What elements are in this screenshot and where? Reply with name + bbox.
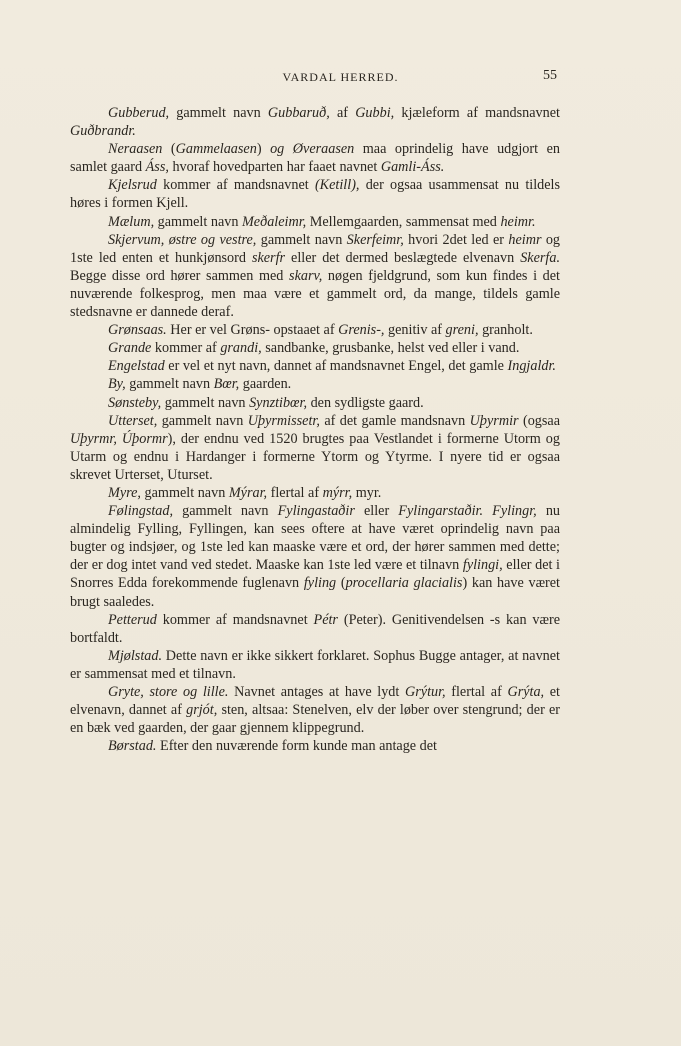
italic-run: Grande <box>108 340 152 357</box>
entry-paragraph <box>70 104 560 140</box>
italic-run: mýrr, <box>322 484 353 501</box>
text-run: gammelt navn <box>125 376 214 393</box>
text-run: sten, altsaa: Stenelven, elv der løber over stengrund; der er en bæk ved gaarden, der gaar gjennem klippegrund. <box>70 702 560 737</box>
italic-run: Grýtur, <box>405 684 446 700</box>
text-run: (ogsaa <box>518 412 560 429</box>
italic-run: og Øveraasen <box>270 141 355 158</box>
italic-run: Kjelsrud <box>108 177 157 194</box>
entry-paragraph <box>70 357 560 375</box>
italic-run: Skerfa. <box>520 249 560 266</box>
entry-paragraph <box>70 484 560 502</box>
italic-run: Mælum, <box>108 213 155 230</box>
italic-run: Mjølstad. <box>108 647 162 664</box>
text-run: eller det dermed beslægtede elvenavn <box>285 249 521 266</box>
text-run: Navnet antages at have lydt <box>228 684 405 700</box>
text-run: gaarden. <box>239 376 292 393</box>
italic-run: Ingjaldr. <box>507 358 556 375</box>
entry-paragraph <box>70 213 560 231</box>
text-run: ), der endnu ved 1520 brugtes paa Vestlandet i formerne Utorm og Utarm og endnu i Hardanger i formerne Ytorm og Ytyrme. I nyere tid er ogsaa skrevet Urterset, Uturset. <box>70 430 560 483</box>
italic-run: skerfr <box>251 249 286 266</box>
italic-run: Engelstad <box>108 358 165 375</box>
italic-run: fyling <box>303 575 337 592</box>
entry-paragraph <box>70 611 560 647</box>
italic-run: Grenis-, <box>338 322 385 339</box>
italic-run: Fylingr, <box>492 503 537 520</box>
text-run: af <box>329 105 356 121</box>
text-run: nøgen fjeldgrund, som kun findes i det nuværende folkesprog, men maa være et gammelt ord, da mange, tildels gamle stedsnavne er dannede deraf. <box>70 267 560 321</box>
text-run: den sydligste gaard. <box>307 394 424 411</box>
text-run: Mellemgaarden, sammensat med <box>306 213 501 230</box>
italic-run: Meðaleimr, <box>241 213 307 230</box>
italic-run: Mýrar, <box>228 484 268 501</box>
italic-run: Petterud <box>108 611 157 628</box>
italic-run: grjót, <box>186 702 218 719</box>
text-run: nu almindelig Fylling, Fyllingen, kan sees oftere at have været oprindelig navn paa bugter og indsjøer, og 1ste led kan maaske være et ord, der hører sammen med dette; der er dog intet vand ved stedet. Maaske kan 1ste led være et tilnavn <box>70 503 561 574</box>
text-run: flertal af <box>267 484 323 501</box>
text-run: gammelt navn <box>161 394 250 411</box>
italic-run: Sønsteby, <box>108 394 162 411</box>
text-run: Begge disse ord hører sammen med <box>70 267 290 284</box>
italic-run: Guðbrandr. <box>70 123 136 140</box>
text-run: sandbanke, grusbanke, helst ved eller i vand. <box>261 340 520 357</box>
italic-run: Pétr <box>313 611 338 628</box>
italic-run: By, <box>108 376 126 393</box>
text-run: ( <box>336 575 346 592</box>
text-run: hvoraf hovedparten har faaet navnet <box>168 159 381 176</box>
italic-run: grandi, <box>220 340 262 357</box>
text-run: der ogsaa usammensat nu tildels høres i formen Kjell. <box>70 177 560 212</box>
italic-run: Synztibœr, <box>249 394 308 411</box>
entry-paragraph <box>70 375 560 393</box>
italic-run: Uþyrmr, Úþormr <box>70 430 168 447</box>
text-run: eller <box>354 503 399 520</box>
entry-paragraph <box>70 647 560 683</box>
italic-run: procellaria glacialis <box>345 575 463 592</box>
italic-run: heimr. <box>500 213 536 230</box>
italic-run: Myre, <box>108 484 141 501</box>
text-run: hvori 2det led er <box>403 231 509 248</box>
entry-paragraph <box>70 394 560 412</box>
text-run: og 1ste led enten et hunkjønsord <box>70 231 561 266</box>
italic-run: Gamli-Áss. <box>380 159 445 176</box>
italic-run: Skerfeimr, <box>346 231 404 248</box>
entry-paragraph <box>70 176 560 212</box>
italic-run: Gammelaasen <box>175 141 257 158</box>
text-run: genitiv af <box>384 322 446 339</box>
page-header <box>0 68 681 88</box>
page-body <box>70 104 560 755</box>
entry-paragraph <box>70 140 560 176</box>
entry-paragraph <box>70 321 560 339</box>
entry-paragraph <box>70 737 560 755</box>
italic-run: fylingi, <box>462 557 503 574</box>
text-run: er vel et nyt navn, dannet af mandsnavnet Engel, det gamle <box>164 358 508 375</box>
italic-run: Gubbi, <box>355 105 395 121</box>
italic-run: Gryte, store og lille. <box>108 684 229 700</box>
italic-run: heimr <box>508 231 542 248</box>
text-run: eller det i Snorres Edda forekommende fuglenavn <box>70 557 560 592</box>
text-run: granholt. <box>478 322 533 339</box>
entry-paragraph <box>70 412 560 484</box>
entry-paragraph <box>70 502 560 611</box>
italic-run: skarv, <box>289 267 323 284</box>
italic-run: Børstad. <box>108 738 157 755</box>
entry-paragraph <box>70 683 560 737</box>
italic-run: Gubberud, <box>108 105 170 121</box>
text-run: Efter den nuværende form kunde man antage det <box>156 738 437 755</box>
text-run: flertal af <box>445 684 508 700</box>
text-run: kommer af mandsnavnet <box>156 177 315 194</box>
text-run: gammelt navn <box>154 213 242 230</box>
text-run: gammelt navn <box>157 412 248 429</box>
italic-run: Grýta, <box>507 684 545 700</box>
page-number: 55 <box>543 68 557 83</box>
italic-run: Grønsaas. <box>108 322 167 339</box>
italic-run: Uþyrmir <box>469 412 519 429</box>
text-run: gammelt navn <box>169 105 268 121</box>
text-run: Her er vel Grøns- opstaaet af <box>166 322 339 339</box>
italic-run: Fylingarstaðir. <box>398 503 484 520</box>
italic-run: greni, <box>445 322 479 339</box>
text-run: kommer af mandsnavnet <box>156 611 314 628</box>
italic-run: Uþyrmissetr, <box>247 412 320 429</box>
italic-run: Følingstad, <box>108 503 174 520</box>
text-run: gammelt navn <box>173 503 278 520</box>
entry-paragraph <box>70 231 560 321</box>
italic-run: Bœr, <box>213 376 240 393</box>
text-run: et elvenavn, dannet af <box>70 684 561 719</box>
italic-run: Fylingastaðir <box>277 503 355 520</box>
italic-run: (Ketill), <box>314 177 360 194</box>
text-run: kommer af <box>151 340 221 357</box>
running-title: VARDAL HERRED. <box>282 70 399 84</box>
italic-run: Neraasen <box>108 141 163 158</box>
entry-paragraph <box>70 339 560 357</box>
text-run: gammelt navn <box>256 231 347 248</box>
text-run: (Peter). Genitivendelsen -s kan være bortfaldt. <box>70 611 560 646</box>
text-run: Dette navn er ikke sikkert forklaret. Sophus Bugge antager, at navnet er sammensat med et tilnavn. <box>70 647 560 682</box>
text-run: myr. <box>352 484 382 501</box>
italic-run: Gubbaruð, <box>267 105 330 121</box>
text-run <box>483 503 492 519</box>
italic-run: Utterset, <box>108 412 158 429</box>
text-run: ( <box>162 141 176 158</box>
text-run: gammelt navn <box>140 484 229 501</box>
text-run: ) kan have været brugt saaledes. <box>70 575 560 610</box>
text-run: maa oprindelig have udgjort en samlet gaard <box>70 141 560 176</box>
text-run: kjæleform af mandsnavnet <box>394 105 560 121</box>
italic-run: Skjervum, østre og vestre, <box>108 231 257 248</box>
text-run: af det gamle mandsnavn <box>319 412 470 429</box>
text-run: ) <box>256 141 271 158</box>
italic-run: Áss, <box>145 159 169 176</box>
